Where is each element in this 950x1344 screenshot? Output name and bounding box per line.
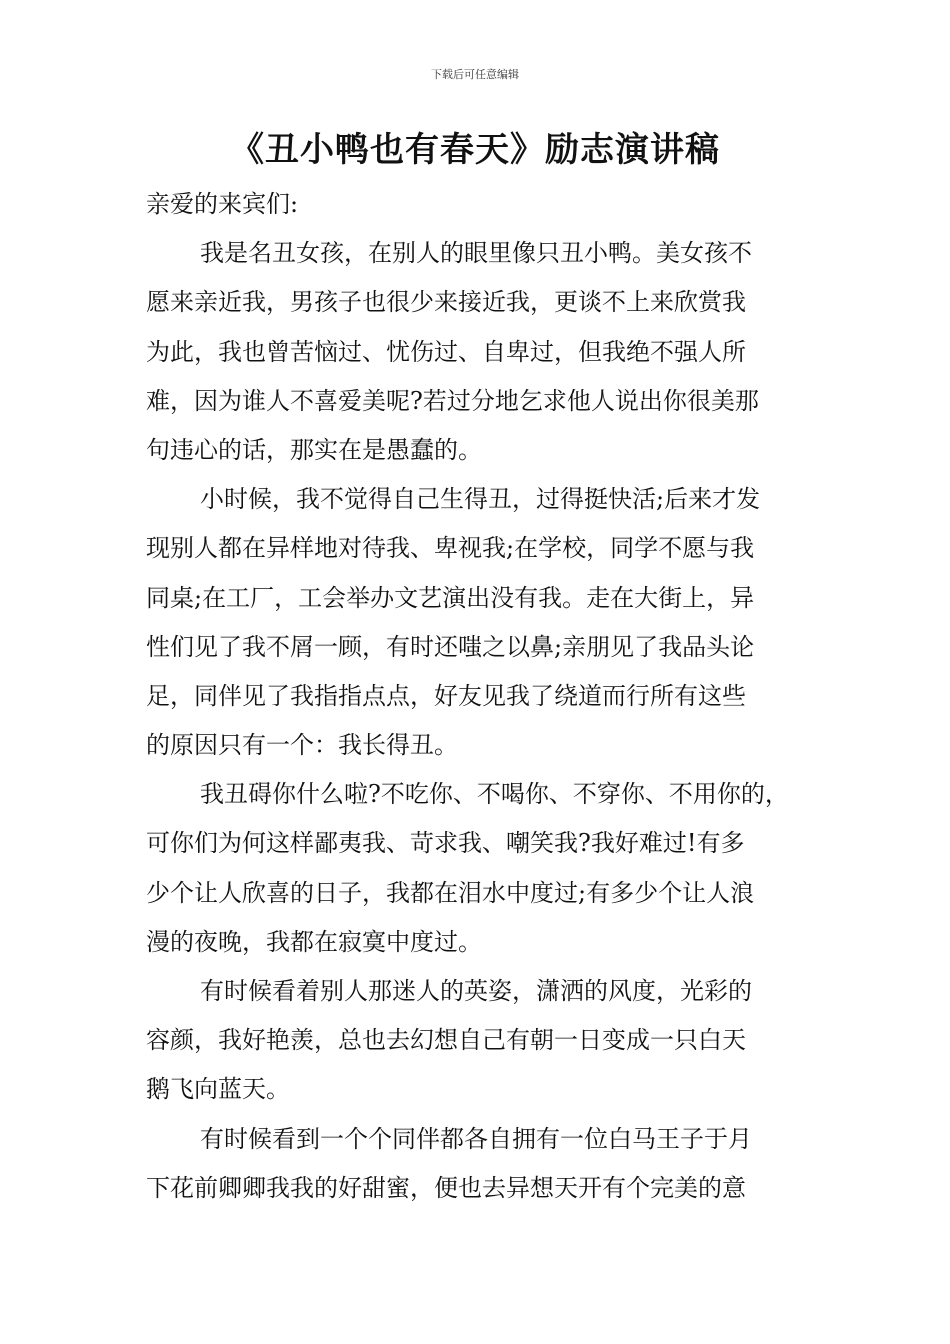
document-body bbox=[146, 180, 826, 1213]
paragraph-line: 鹅飞向蓝天。 bbox=[146, 1075, 290, 1104]
paragraph-line: 愿来亲近我，男孩子也很少来接近我，更谈不上来欣赏我 bbox=[146, 288, 746, 317]
paragraph-line: 少个让人欣喜的日子，我都在泪水中度过;有多少个让人浪 bbox=[146, 878, 755, 907]
paragraph-line: 可你们为何这样鄙夷我、苛求我、嘲笑我?我好难过!有多 bbox=[146, 829, 745, 858]
header-note: 下载后可任意编辑 bbox=[431, 68, 519, 81]
paragraph-line: 性们见了我不屑一顾，有时还嗤之以鼻;亲朋见了我品头论 bbox=[146, 632, 755, 661]
paragraph-line: 句违心的话，那实在是愚蠢的。 bbox=[146, 435, 482, 464]
paragraph-line: 足，同伴见了我指指点点，好友见我了绕道而行所有这些 bbox=[146, 681, 746, 710]
paragraph-line: 小时候，我不觉得自己生得丑，过得挺快活;后来才发 bbox=[200, 485, 761, 514]
paragraph bbox=[146, 229, 826, 475]
paragraph bbox=[146, 967, 826, 1115]
paragraph-line: 漫的夜晚，我都在寂寞中度过。 bbox=[146, 927, 482, 956]
paragraph-line: 同桌;在工厂，工会举办文艺演出没有我。走在大街上，异 bbox=[146, 583, 755, 612]
paragraph-line: 现别人都在异样地对待我、卑视我;在学校，同学不愿与我 bbox=[146, 534, 755, 563]
paragraph-line: 容颜，我好艳羡，总也去幻想自己有朝一日变成一只白天 bbox=[146, 1026, 746, 1055]
paragraph-line: 我丑碍你什么啦?不吃你、不喝你、不穿你、不用你的， bbox=[200, 780, 789, 809]
paragraph-line: 有时候看着别人那迷人的英姿，潇洒的风度，光彩的 bbox=[200, 977, 752, 1005]
paragraph-line: 下花前卿卿我我的好甜蜜，便也去异想天开有个完美的意 bbox=[146, 1173, 746, 1202]
paragraph-line: 有时候看到一个个同伴都各自拥有一位白马王子于月 bbox=[200, 1124, 752, 1153]
paragraph bbox=[146, 475, 826, 770]
salutation: 亲爱的来宾们: bbox=[146, 190, 299, 218]
paragraph-line: 我是名丑女孩，在别人的眼里像只丑小鸭。美女孩不 bbox=[200, 239, 752, 268]
paragraph-container bbox=[146, 229, 826, 1213]
paragraph-line: 难，因为谁人不喜爱美呢?若过分地乞求他人说出你很美那 bbox=[146, 386, 759, 415]
paragraph bbox=[146, 1115, 826, 1213]
document-title: 《丑小鸭也有春天》励志演讲稿 bbox=[230, 130, 720, 170]
paragraph-line: 为此，我也曾苦恼过、忧伤过、自卑过，但我绝不强人所 bbox=[146, 337, 746, 366]
paragraph-line: 的原因只有一个：我长得丑。 bbox=[146, 731, 458, 760]
paragraph bbox=[146, 770, 826, 967]
